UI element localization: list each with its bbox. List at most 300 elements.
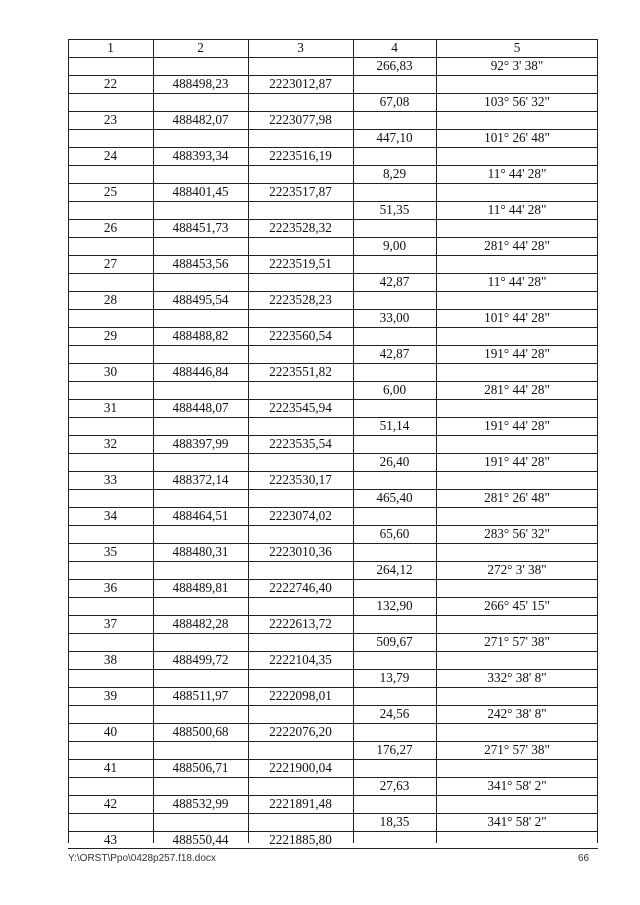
cell-y-coordinate: 2223516,19: [269, 148, 332, 163]
row-divider: [68, 489, 598, 490]
row-divider: [68, 201, 598, 202]
cell-point-number: [68, 633, 153, 651]
table-row: [68, 417, 598, 435]
cell-distance: [353, 651, 436, 669]
cell-distance: [353, 615, 436, 633]
cell-point-number: [68, 597, 153, 615]
table-row: [68, 327, 598, 345]
cell-point-number: [68, 93, 153, 111]
cell-y-coordinate: [248, 705, 353, 723]
cell-bearing: 266° 45' 15": [484, 598, 550, 613]
cell-y-coordinate: 2223545,94: [269, 400, 332, 415]
row-divider: [68, 255, 598, 256]
cell-y-coordinate: 2221885,80: [269, 832, 332, 847]
table-row: [68, 741, 598, 759]
cell-bearing: 11° 44' 28": [487, 274, 547, 289]
row-divider: [68, 561, 598, 562]
cell-x-coordinate: 488532,99: [172, 796, 229, 811]
cell-x-coordinate: 488480,31: [172, 544, 229, 559]
row-divider: [68, 345, 598, 346]
cell-y-coordinate: 2221900,04: [269, 760, 332, 775]
cell-y-coordinate: 2221891,48: [269, 796, 332, 811]
cell-bearing: [436, 183, 598, 201]
cell-distance: 26,40: [379, 454, 410, 469]
cell-distance: [353, 291, 436, 309]
cell-point-number: [68, 669, 153, 687]
cell-x-coordinate: [153, 381, 248, 399]
row-divider: [68, 615, 598, 616]
table-row: [68, 507, 598, 525]
cell-x-coordinate: [153, 57, 248, 75]
cell-y-coordinate: [248, 201, 353, 219]
cell-distance: [353, 111, 436, 129]
cell-point-number: 24: [103, 148, 118, 163]
cell-point-number: 39: [103, 688, 118, 703]
table-row: [68, 777, 598, 795]
cell-bearing: [436, 147, 598, 165]
header-cell-point-number: 1: [107, 40, 114, 55]
row-divider: [68, 687, 598, 688]
table-row: [68, 543, 598, 561]
cell-distance: 67,08: [379, 94, 410, 109]
cell-x-coordinate: [153, 93, 248, 111]
cell-y-coordinate: 2223551,82: [269, 364, 332, 379]
cell-y-coordinate: 2222076,20: [269, 724, 332, 739]
row-divider: [68, 795, 598, 796]
cell-point-number: [68, 453, 153, 471]
cell-bearing: 101° 44' 28": [484, 310, 550, 325]
cell-y-coordinate: [248, 561, 353, 579]
footer-page-number: 66: [578, 853, 590, 864]
cell-distance: [353, 579, 436, 597]
cell-x-coordinate: [153, 345, 248, 363]
cell-x-coordinate: [153, 705, 248, 723]
cell-bearing: 341° 58' 2": [487, 778, 547, 793]
row-divider: [68, 831, 598, 832]
cell-bearing: [436, 435, 598, 453]
cell-distance: 27,63: [379, 778, 410, 793]
cell-x-coordinate: 488482,28: [172, 616, 229, 631]
cell-distance: 264,12: [376, 562, 413, 577]
cell-x-coordinate: 488500,68: [172, 724, 229, 739]
row-divider: [68, 399, 598, 400]
cell-distance: 176,27: [376, 742, 413, 757]
cell-x-coordinate: [153, 633, 248, 651]
table-row: [68, 831, 598, 849]
cell-y-coordinate: 2223528,32: [269, 220, 332, 235]
cell-point-number: 38: [103, 652, 118, 667]
row-divider: [68, 525, 598, 526]
row-divider: [68, 723, 598, 724]
cell-bearing: 103° 56' 32": [484, 94, 550, 109]
cell-x-coordinate: [153, 597, 248, 615]
table-header-row: [68, 39, 598, 57]
cell-point-number: [68, 705, 153, 723]
table-row: [68, 363, 598, 381]
header-cell-y-coordinate: 3: [297, 40, 304, 55]
cell-y-coordinate: [248, 597, 353, 615]
cell-bearing: 281° 44' 28": [484, 238, 550, 253]
row-divider: [68, 848, 598, 849]
cell-x-coordinate: [153, 237, 248, 255]
cell-y-coordinate: [248, 345, 353, 363]
cell-point-number: [68, 813, 153, 831]
cell-point-number: 31: [103, 400, 118, 415]
row-divider: [68, 453, 598, 454]
cell-distance: [353, 399, 436, 417]
cell-y-coordinate: [248, 741, 353, 759]
cell-x-coordinate: [153, 489, 248, 507]
table-row: [68, 669, 598, 687]
cell-point-number: 37: [103, 616, 118, 631]
cell-distance: 132,90: [376, 598, 413, 613]
cell-y-coordinate: [248, 381, 353, 399]
row-divider: [68, 129, 598, 130]
table-row: [68, 687, 598, 705]
table-row: [68, 453, 598, 471]
row-divider: [68, 309, 598, 310]
cell-bearing: [436, 687, 598, 705]
cell-distance: [353, 471, 436, 489]
cell-y-coordinate: 2223077,98: [269, 112, 332, 127]
row-divider: [68, 435, 598, 436]
cell-point-number: [68, 201, 153, 219]
cell-distance: 9,00: [382, 238, 407, 253]
cell-distance: 24,56: [379, 706, 410, 721]
table-row: [68, 345, 598, 363]
cell-y-coordinate: 2223517,87: [269, 184, 332, 199]
cell-y-coordinate: 2222104,35: [269, 652, 332, 667]
cell-distance: [353, 75, 436, 93]
cell-distance: 42,87: [379, 274, 410, 289]
row-divider: [68, 633, 598, 634]
row-divider: [68, 75, 598, 76]
cell-bearing: 191° 44' 28": [484, 454, 550, 469]
table-row: [68, 489, 598, 507]
cell-bearing: [436, 111, 598, 129]
cell-distance: [353, 435, 436, 453]
table-row: [68, 201, 598, 219]
cell-bearing: 92° 3' 38": [490, 58, 544, 73]
cell-y-coordinate: [248, 453, 353, 471]
cell-bearing: [436, 219, 598, 237]
cell-point-number: [68, 237, 153, 255]
cell-distance: 42,87: [379, 346, 410, 361]
cell-point-number: 32: [103, 436, 118, 451]
cell-point-number: [68, 417, 153, 435]
row-divider: [68, 651, 598, 652]
cell-bearing: 271° 57' 38": [484, 634, 550, 649]
cell-y-coordinate: [248, 813, 353, 831]
cell-distance: [353, 507, 436, 525]
cell-x-coordinate: [153, 453, 248, 471]
row-divider: [68, 111, 598, 112]
cell-point-number: [68, 381, 153, 399]
cell-y-coordinate: 2223530,17: [269, 472, 332, 487]
cell-distance: 266,83: [376, 58, 413, 73]
table-row: [68, 273, 598, 291]
cell-x-coordinate: 488397,99: [172, 436, 229, 451]
cell-point-number: 30: [103, 364, 118, 379]
cell-y-coordinate: [248, 129, 353, 147]
cell-distance: [353, 687, 436, 705]
cell-y-coordinate: 2223010,36: [269, 544, 332, 559]
row-divider: [68, 705, 598, 706]
cell-bearing: [436, 399, 598, 417]
cell-x-coordinate: 488464,51: [172, 508, 229, 523]
cell-distance: [353, 147, 436, 165]
row-divider: [68, 291, 598, 292]
table-row: [68, 219, 598, 237]
table-row: [68, 129, 598, 147]
cell-y-coordinate: 2223535,54: [269, 436, 332, 451]
cell-point-number: [68, 525, 153, 543]
table-row: [68, 435, 598, 453]
cell-point-number: 36: [103, 580, 118, 595]
cell-bearing: 341° 58' 2": [487, 814, 547, 829]
cell-x-coordinate: [153, 813, 248, 831]
cell-y-coordinate: [248, 417, 353, 435]
cell-x-coordinate: 488448,07: [172, 400, 229, 415]
cell-point-number: 34: [103, 508, 118, 523]
table-row: [68, 597, 598, 615]
cell-x-coordinate: [153, 417, 248, 435]
cell-point-number: [68, 741, 153, 759]
row-divider: [68, 39, 598, 40]
table-row: [68, 291, 598, 309]
cell-point-number: 41: [103, 760, 118, 775]
cell-point-number: [68, 345, 153, 363]
table-row: [68, 93, 598, 111]
footer-file-path: Y:\ORST\Ppo\0428p257.f18.docx: [68, 853, 216, 864]
cell-point-number: 23: [103, 112, 118, 127]
cell-bearing: [436, 759, 598, 777]
cell-distance: [353, 759, 436, 777]
cell-bearing: [436, 327, 598, 345]
cell-point-number: 33: [103, 472, 118, 487]
row-divider: [68, 759, 598, 760]
cell-bearing: [436, 291, 598, 309]
cell-x-coordinate: [153, 525, 248, 543]
table-row: [68, 147, 598, 165]
cell-point-number: [68, 57, 153, 75]
cell-bearing: [436, 471, 598, 489]
cell-bearing: [436, 579, 598, 597]
cell-y-coordinate: [248, 489, 353, 507]
row-divider: [68, 543, 598, 544]
row-divider: [68, 93, 598, 94]
table-row: [68, 381, 598, 399]
cell-point-number: [68, 129, 153, 147]
cell-x-coordinate: [153, 669, 248, 687]
table-row: [68, 165, 598, 183]
row-divider: [68, 273, 598, 274]
cell-point-number: 27: [103, 256, 118, 271]
cell-x-coordinate: 488489,81: [172, 580, 229, 595]
cell-distance: 51,35: [379, 202, 410, 217]
table-row: [68, 705, 598, 723]
cell-point-number: [68, 777, 153, 795]
cell-bearing: [436, 255, 598, 273]
cell-y-coordinate: 2223012,87: [269, 76, 332, 91]
row-divider: [68, 777, 598, 778]
cell-y-coordinate: 2223528,23: [269, 292, 332, 307]
coordinates-table: [68, 39, 598, 847]
cell-distance: 509,67: [376, 634, 413, 649]
row-divider: [68, 597, 598, 598]
cell-distance: 465,40: [376, 490, 413, 505]
table-row: [68, 759, 598, 777]
cell-bearing: [436, 543, 598, 561]
cell-point-number: 35: [103, 544, 118, 559]
cell-distance: 33,00: [379, 310, 410, 325]
table-row: [68, 651, 598, 669]
row-divider: [68, 813, 598, 814]
cell-x-coordinate: [153, 309, 248, 327]
cell-x-coordinate: 488498,23: [172, 76, 229, 91]
table-row: [68, 237, 598, 255]
cell-y-coordinate: [248, 309, 353, 327]
cell-y-coordinate: [248, 93, 353, 111]
cell-x-coordinate: 488446,84: [172, 364, 229, 379]
cell-bearing: 281° 44' 28": [484, 382, 550, 397]
table-row: [68, 57, 598, 75]
cell-x-coordinate: 488401,45: [172, 184, 229, 199]
cell-y-coordinate: [248, 237, 353, 255]
cell-x-coordinate: 488482,07: [172, 112, 229, 127]
cell-bearing: 11° 44' 28": [487, 202, 547, 217]
table-row: [68, 255, 598, 273]
cell-bearing: [436, 615, 598, 633]
cell-x-coordinate: 488488,82: [172, 328, 229, 343]
cell-distance: [353, 219, 436, 237]
cell-point-number: 40: [103, 724, 118, 739]
row-divider: [68, 165, 598, 166]
cell-x-coordinate: 488550,44: [172, 832, 229, 847]
cell-distance: [353, 543, 436, 561]
cell-x-coordinate: 488453,56: [172, 256, 229, 271]
row-divider: [68, 669, 598, 670]
table-row: [68, 309, 598, 327]
cell-point-number: [68, 309, 153, 327]
table-row: [68, 579, 598, 597]
row-divider: [68, 579, 598, 580]
cell-x-coordinate: 488495,54: [172, 292, 229, 307]
cell-bearing: [436, 507, 598, 525]
cell-bearing: [436, 651, 598, 669]
cell-x-coordinate: 488393,34: [172, 148, 229, 163]
cell-y-coordinate: 2222613,72: [269, 616, 332, 631]
cell-point-number: 42: [103, 796, 118, 811]
header-cell-x-coordinate: 2: [197, 40, 204, 55]
cell-y-coordinate: [248, 777, 353, 795]
row-divider: [68, 417, 598, 418]
cell-distance: [353, 183, 436, 201]
cell-bearing: [436, 831, 598, 849]
cell-bearing: 281° 26' 48": [484, 490, 550, 505]
cell-y-coordinate: 2223519,51: [269, 256, 332, 271]
table-row: [68, 723, 598, 741]
cell-distance: [353, 831, 436, 849]
cell-y-coordinate: 2223560,54: [269, 328, 332, 343]
table-row: [68, 183, 598, 201]
row-divider: [68, 57, 598, 58]
cell-distance: 6,00: [382, 382, 407, 397]
cell-distance: [353, 363, 436, 381]
row-divider: [68, 327, 598, 328]
row-divider: [68, 741, 598, 742]
cell-x-coordinate: [153, 273, 248, 291]
table-row: [68, 111, 598, 129]
cell-x-coordinate: 488451,73: [172, 220, 229, 235]
cell-point-number: [68, 273, 153, 291]
cell-x-coordinate: 488511,97: [172, 688, 229, 703]
cell-x-coordinate: 488506,71: [172, 760, 229, 775]
cell-distance: 51,14: [379, 418, 410, 433]
cell-distance: 65,60: [379, 526, 410, 541]
cell-x-coordinate: [153, 165, 248, 183]
cell-distance: 13,79: [379, 670, 410, 685]
cell-point-number: 28: [103, 292, 118, 307]
table-row: [68, 471, 598, 489]
cell-bearing: 191° 44' 28": [484, 418, 550, 433]
cell-bearing: [436, 795, 598, 813]
row-divider: [68, 183, 598, 184]
cell-bearing: [436, 363, 598, 381]
cell-distance: [353, 723, 436, 741]
cell-point-number: 29: [103, 328, 118, 343]
row-divider: [68, 381, 598, 382]
cell-bearing: 283° 56' 32": [484, 526, 550, 541]
table-row: [68, 525, 598, 543]
table-row: [68, 633, 598, 651]
cell-point-number: 22: [103, 76, 118, 91]
cell-distance: 8,29: [382, 166, 407, 181]
table-row: [68, 399, 598, 417]
row-divider: [68, 363, 598, 364]
cell-point-number: 43: [103, 832, 118, 847]
cell-point-number: [68, 561, 153, 579]
row-divider: [68, 219, 598, 220]
cell-y-coordinate: [248, 57, 353, 75]
cell-bearing: 242° 38' 8": [487, 706, 547, 721]
cell-point-number: [68, 165, 153, 183]
cell-y-coordinate: [248, 165, 353, 183]
cell-y-coordinate: 2222098,01: [269, 688, 332, 703]
cell-y-coordinate: [248, 273, 353, 291]
cell-distance: [353, 795, 436, 813]
cell-x-coordinate: [153, 777, 248, 795]
cell-distance: 18,35: [379, 814, 410, 829]
row-divider: [68, 471, 598, 472]
cell-y-coordinate: [248, 669, 353, 687]
cell-y-coordinate: [248, 525, 353, 543]
table-row: [68, 75, 598, 93]
cell-bearing: 101° 26' 48": [484, 130, 550, 145]
table-row: [68, 615, 598, 633]
cell-point-number: [68, 489, 153, 507]
cell-x-coordinate: 488372,14: [172, 472, 229, 487]
cell-bearing: 11° 44' 28": [487, 166, 547, 181]
cell-bearing: [436, 723, 598, 741]
cell-point-number: 26: [103, 220, 118, 235]
cell-bearing: 271° 57' 38": [484, 742, 550, 757]
cell-x-coordinate: 488499,72: [172, 652, 229, 667]
cell-bearing: 191° 44' 28": [484, 346, 550, 361]
row-divider: [68, 147, 598, 148]
cell-x-coordinate: [153, 561, 248, 579]
header-cell-distance: 4: [391, 40, 398, 55]
